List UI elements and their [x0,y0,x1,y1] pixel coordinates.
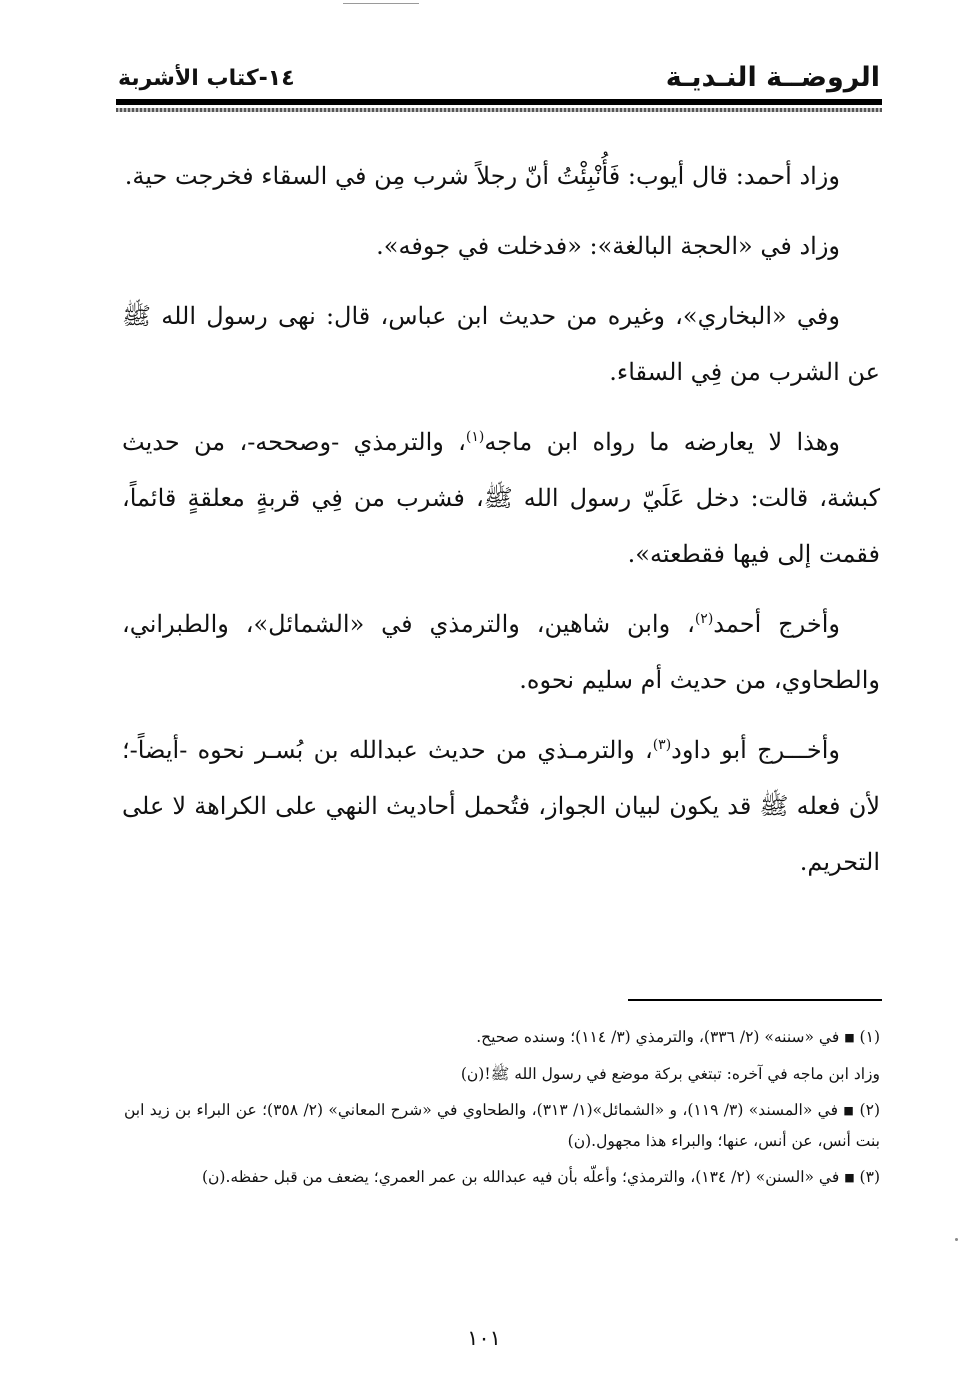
footnote-separator [628,999,882,1001]
top-scan-line [343,3,419,4]
footnote [124,1095,880,1156]
footnote-number: (١) [859,1028,880,1046]
footnote-text: في «سننه» (٢/ ٣٣٦)، والترمذي (٣/ ١١٤)؛ وسنده صحيح. [476,1028,840,1046]
footnote [124,1022,880,1053]
paragraph: وزاد في «الحجة البالغة»: «فدخلت في جوفه». [376,232,840,260]
square-bullet-icon: ■ [844,1171,855,1184]
header-rule [116,99,882,105]
paragraph [122,414,880,582]
paragraph-text: وأخـــرج أبو داود [671,736,840,764]
footnote [124,1162,880,1193]
footnote-number: (٣) [859,1168,880,1186]
running-header [118,56,880,98]
main-text [122,148,880,904]
chapter-title: ١٤-كتاب الأشربة [118,66,295,91]
paragraph [122,596,880,708]
paragraph-text: ، والترمذي -وصححه-، من حديث كبشة، قالت: دخل عَلَيّ رسول الله ﷺ، فشرب من فِي قربةٍ معلقةٍ قائماً، فقمت إلى فيها فقطعته». [122,428,880,568]
square-bullet-icon: ■ [843,1104,855,1117]
footnote-text: في «المسند» (٣/ ١١٩)، و «الشمائل»(١/ ٣١٣)، والطحاوي في «شرح المعاني» (٢/ ٣٥٨)؛ عن البراء بن زيد ابن بنت أنس، عن أنس، عنها؛ والبراء هذا مجهول.(ن) [124,1101,880,1150]
book-title: الروضــة النـديـة [665,62,880,93]
paragraph [122,722,880,890]
square-bullet-icon: ■ [844,1031,855,1044]
scan-speck [955,1238,958,1241]
paragraph: وفي «البخاري»، وغيره من حديث ابن عباس، قال: نهى رسول الله ﷺ عن الشرب من فِي السقاء. [122,302,880,386]
header-rule-pattern [116,108,882,112]
footnote-continuation: وزاد ابن ماجه في آخره: تبتغي بركة موضع في رسول الله ﷺ!(ن) [460,1065,880,1083]
paragraph-text: وهذا لا يعارضه ما رواه ابن ماجه [484,428,840,456]
paragraph-text: ، والترمـذي من حديث عبدالله بن بُسـر نحوه -أيضاً-؛ لأن فعله ﷺ قد يكون لبيان الجواز، فتُحمل أحاديث النهي على الكراهة لا على التحريم. [122,736,881,876]
footnote-ref: (٢) [694,611,714,627]
footnote-text: في «السنن» (٢/ ١٣٤)، والترمذي؛ وأعلّه بأن فيه عبدالله بن عمر العمري؛ يضعف من قبل حفظه.(ن) [202,1168,840,1186]
footnote-ref: (١) [465,429,485,445]
footnotes [124,1022,880,1199]
footnote-ref: (٣) [652,737,672,753]
paragraph-text: ، وابن شاهين، والترمذي في «الشمائل»، والطبراني، والطحاوي، من حديث أم سليم نحوه. [122,610,880,694]
paragraph: وزاد أحمد: قال أيوب: فَأُنْبِئْتُ أنّ رجلاً شرب مِن في السقاء فخرجت حية. [124,162,840,190]
paragraph-text: وأخرج أحمد [713,610,840,638]
page-number: ١٠١ [467,1326,501,1350]
footnote-number: (٢) [859,1101,880,1119]
